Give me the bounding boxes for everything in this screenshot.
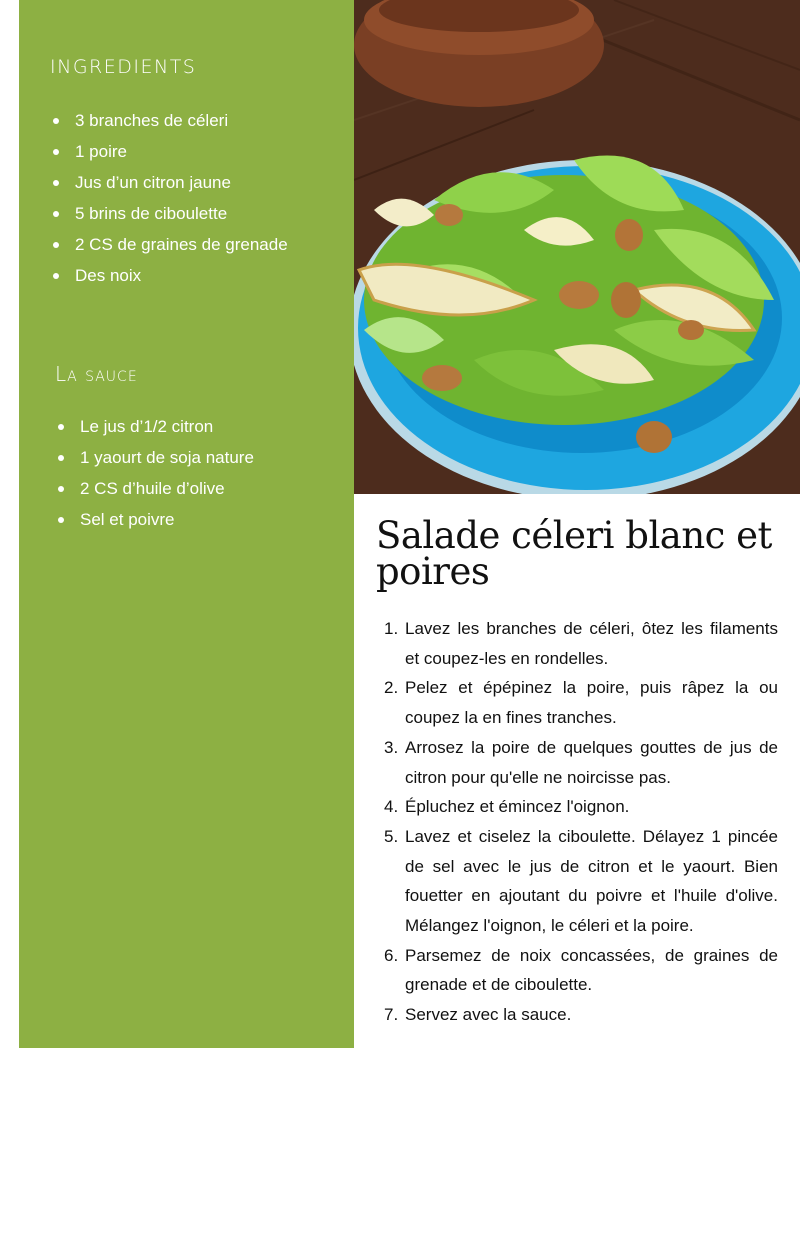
salad-illustration bbox=[354, 0, 800, 494]
list-item bbox=[55, 442, 254, 473]
step-text: Arrosez la poire de quelques gouttes de jus de citron pour qu'elle ne noircisse pas. bbox=[405, 737, 778, 787]
list-item bbox=[50, 260, 288, 291]
bullet-icon bbox=[58, 486, 64, 492]
recipe-title: Salade céleri blanc et poires bbox=[376, 514, 772, 593]
list-item bbox=[384, 822, 778, 941]
step-number: 2. bbox=[384, 678, 399, 698]
salad-photo bbox=[354, 0, 800, 494]
sauce-item-text: 2 CS d’huile d’olive bbox=[80, 479, 225, 498]
bullet-icon bbox=[58, 517, 64, 523]
ingredient-text: 1 poire bbox=[75, 142, 127, 161]
sauce-list bbox=[55, 411, 254, 535]
list-item bbox=[384, 673, 778, 732]
sauce-heading: La sauce bbox=[55, 362, 138, 386]
sauce-item-text: Sel et poivre bbox=[80, 510, 175, 529]
sauce-item-text: 1 yaourt de soja nature bbox=[80, 448, 254, 467]
ingredient-text: 5 brins de ciboulette bbox=[75, 204, 228, 223]
step-number: 6. bbox=[384, 945, 399, 965]
list-item bbox=[50, 136, 288, 167]
ingredient-text: 3 branches de céleri bbox=[75, 111, 229, 130]
list-item bbox=[384, 792, 778, 822]
list-item bbox=[50, 229, 288, 260]
bullet-icon bbox=[53, 242, 59, 248]
step-text: Pelez et épépinez la poire, puis râpez la ou coupez la en fines tranches. bbox=[405, 678, 778, 728]
step-number: 3. bbox=[384, 737, 399, 757]
step-number: 1. bbox=[384, 619, 399, 638]
list-item bbox=[50, 167, 288, 198]
bullet-icon bbox=[53, 180, 59, 186]
list-item bbox=[384, 941, 778, 1000]
bullet-icon bbox=[58, 455, 64, 461]
ingredient-text: Jus d’un citron jaune bbox=[75, 173, 231, 192]
list-item bbox=[50, 105, 288, 136]
list-item bbox=[55, 504, 254, 535]
bullet-icon bbox=[53, 273, 59, 279]
ingredients-heading: INGREDIENTS bbox=[50, 56, 197, 78]
list-item bbox=[384, 733, 778, 792]
step-text: Épluchez et émincez l'oignon. bbox=[405, 797, 630, 817]
recipe-steps bbox=[384, 614, 778, 1030]
step-text: Servez avec la sauce. bbox=[405, 1005, 572, 1025]
list-item bbox=[55, 473, 254, 504]
step-number: 7. bbox=[384, 1005, 399, 1025]
sauce-item-text: Le jus d’1/2 citron bbox=[80, 417, 214, 436]
list-item bbox=[384, 614, 778, 673]
step-number: 5. bbox=[384, 826, 399, 846]
ingredients-panel bbox=[19, 0, 354, 1048]
step-number: 4. bbox=[384, 797, 399, 817]
bullet-icon bbox=[53, 211, 59, 217]
list-item bbox=[55, 411, 254, 442]
ingredient-text: 2 CS de graines de grenade bbox=[75, 235, 288, 254]
bullet-icon bbox=[53, 149, 59, 155]
step-text: Lavez et ciselez la ciboulette. Délayez 1 pincée de sel avec le jus de citron et le yaourt. Bien fouetter en ajoutant du poivre et l'huile d'olive. Mélangez l'oignon, le céleri et la poire. bbox=[405, 826, 778, 936]
list-item bbox=[50, 198, 288, 229]
ingredient-text: Des noix bbox=[75, 266, 142, 285]
bullet-icon bbox=[58, 424, 64, 430]
bullet-icon bbox=[53, 118, 59, 124]
step-text: Lavez les branches de céleri, ôtez les filaments et coupez-les en rondelles. bbox=[405, 619, 778, 668]
ingredients-list bbox=[50, 105, 288, 291]
list-item bbox=[384, 1000, 778, 1030]
step-text: Parsemez de noix concassées, de graines de grenade et de ciboulette. bbox=[405, 945, 778, 995]
